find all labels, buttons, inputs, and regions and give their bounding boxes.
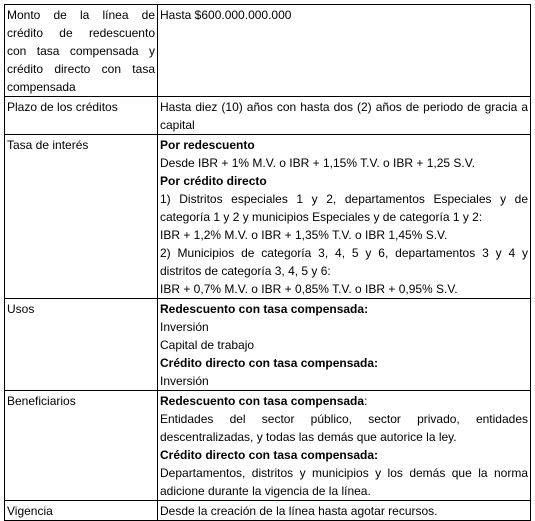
list-item: Inversión <box>160 320 209 334</box>
redescuento-line: descentralizadas, y todas las demás que autorice la ley. <box>160 430 457 444</box>
group2-line: 2) Municipios de categoría 3, 4, 5 y 6, departamentos 3 y 4 y <box>160 246 528 260</box>
label-line: compensada <box>7 80 76 94</box>
beneficiarios-label <box>5 391 158 501</box>
vigencia-text: Desde la creación de la línea hasta agotar recursos. <box>160 504 438 518</box>
table-row <box>5 299 531 391</box>
redescuento-line: Entidades del sector público, sector privado, entidades <box>160 412 528 426</box>
group1-line: categoría 1 y 2 y municipios Especiales y de categoría 1 y 2: <box>160 210 483 224</box>
monto-amount: Hasta $600.000.000.000 <box>160 8 292 22</box>
value-line: capital <box>160 118 195 132</box>
label-line: Monto de la línea de <box>7 8 155 22</box>
credit-line-terms-table <box>4 4 531 521</box>
monto-label <box>5 5 158 97</box>
redescuento-rate: Desde IBR + 1% M.V. o IBR + 1,15% T.V. o IBR + 1,25 S.V. <box>160 156 475 170</box>
directo-heading: Crédito directo con tasa compensada: <box>160 356 379 370</box>
label-text: Tasa de interés <box>7 138 89 152</box>
directo-line: adicione durante la vigencia de la línea. <box>160 484 371 498</box>
list-item: Capital de trabajo <box>160 338 255 352</box>
redescuento-heading-line <box>160 392 528 410</box>
directo-heading: Crédito directo con tasa compensada: <box>160 448 379 462</box>
redescuento-heading: Por redescuento <box>160 138 255 152</box>
usos-value <box>158 299 531 391</box>
label-text: Plazo de los créditos <box>7 100 118 114</box>
tasa-value <box>158 135 531 299</box>
label-line: con tasa compensada y <box>7 44 155 58</box>
label-line: crédito de redescuento <box>7 26 155 40</box>
directo-line: Departamentos, distritos y municipios y los demás que la norma <box>160 466 528 480</box>
label-text: Beneficiarios <box>7 394 76 408</box>
value-line: Hasta diez (10) años con hasta dos (2) años de periodo de gracia a <box>160 100 528 114</box>
vigencia-value <box>158 501 531 521</box>
group2-line: distritos de categoría 3, 4, 5 y 6: <box>160 264 331 278</box>
table-row <box>5 5 531 97</box>
usos-label <box>5 299 158 391</box>
plazo-label <box>5 97 158 135</box>
redescuento-heading: Redescuento con tasa compensada: <box>160 302 369 316</box>
vigencia-label <box>5 501 158 521</box>
tasa-label <box>5 135 158 299</box>
table-row <box>5 97 531 135</box>
monto-value <box>158 5 531 97</box>
redescuento-heading: Redescuento con tasa compensada <box>160 394 365 408</box>
label-text: Vigencia <box>7 504 53 518</box>
group1-line: 1) Distritos especiales 1 y 2, departamentos Especiales y de <box>160 192 528 206</box>
label-text: Usos <box>7 302 35 316</box>
directo-heading: Por crédito directo <box>160 174 267 188</box>
table-row <box>5 501 531 521</box>
list-item: Inversión <box>160 374 209 388</box>
table-row <box>5 391 531 501</box>
plazo-value <box>158 97 531 135</box>
label-line: crédito directo con tasa <box>7 62 155 76</box>
heading-colon: : <box>364 394 368 408</box>
group2-rate: IBR + 0,7% M.V. o IBR + 0,85% T.V. o IBR + 0,95% S.V. <box>160 282 458 296</box>
group1-rate: IBR + 1,2% M.V. o IBR + 1,35% T.V. o IBR 1,45% S.V. <box>160 228 448 242</box>
table-row <box>5 135 531 299</box>
beneficiarios-value <box>158 391 531 501</box>
